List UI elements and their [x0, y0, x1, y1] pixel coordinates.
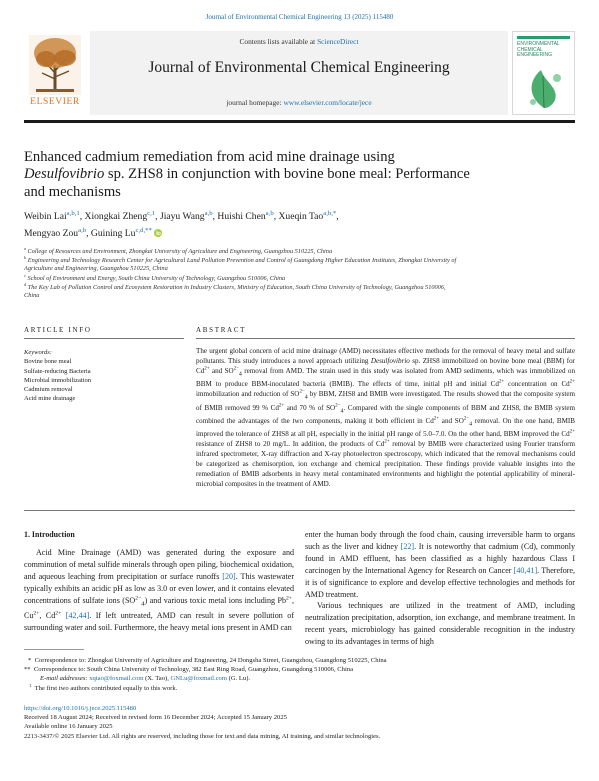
publication-info [24, 704, 575, 741]
publisher-name: ELSEVIER [30, 97, 80, 107]
keywords-block [24, 348, 91, 404]
author-name[interactable]: Huishi Chen [217, 211, 266, 222]
citation-link[interactable]: [42,44] [65, 611, 90, 621]
author-list: Weibin Lai$^{a,b,1}$, Xiongkai Zheng$^{c,1}$, Jiayu Wang$^{a,b}$, Huishi Chen$^{a,b}$, Xueqin Tao$^{a,b,*}$, Mengyao Zou$^{a,b}$, Guining $Lu^{c,d,**}$ [24, 209, 339, 239]
cover-title: ENVIRONMENTAL CHEMICAL ENGINEERING [517, 41, 560, 59]
journal-title[interactable]: Journal of Environmental Chemical Engineering [148, 59, 450, 76]
cover-leaf-icon [519, 66, 569, 110]
orcid-icon[interactable] [154, 229, 162, 237]
author-name[interactable]: Xueqin Tao [278, 211, 324, 222]
keyword-item: Sulfate-reducing Bacteria [24, 367, 91, 375]
journal-info-box [90, 31, 508, 115]
intro-right-column: enter the human body through the food chain, causing irreversible harm to organs such as the liver and kidney [22]. It is noteworthy that cadmium (Cd), commonly found in AMD effluent, has been classified as a highly hazardous Class I carcinogen by the International Agency for Research on Cancer [40,41]. Therefore, it is of significance to explore and develop effective technologies and methods for AMD treatment. Various techniques are utilized in the treatment of AMD, including neutralization precipitation, adsorption, ion exchange, and membrane treatment. In recent years, microbiology has gained considerable recognition in the industry owing to its advantages in terms of high [305, 530, 576, 647]
dates-line: Received 18 August 2024; Received in revised form 16 December 2024; Accepted 15 January 2025 [24, 714, 287, 722]
email-link[interactable]: GNLu@foxmail.com [170, 675, 227, 683]
contents-line: Contents lists available at ScienceDirect [239, 37, 359, 46]
article-info-heading: ARTICLE INFO [24, 326, 92, 334]
abstract-bottom-rule [24, 510, 575, 511]
journal-masthead [24, 31, 575, 115]
author-name[interactable]: Weibin Lai [24, 211, 67, 222]
masthead-rule [24, 120, 575, 123]
citation-link[interactable]: [22] [400, 541, 415, 551]
affiliation: $^d$ The Key Lab of Pollution Control and Ecosystem Restoration in Industry Clusters, Ministry of Education, South China University of Technology, Guangzhou 510006, China [24, 281, 446, 300]
sciencedirect-link[interactable]: ScienceDirect [317, 37, 359, 46]
abstract-text: The urgent global concern of acid mine drainage (AMD) necessitates effective methods for the removal of heavy metal and sulfate pollutants. This study introduces a novel approach utilizing Desulfovibrio sp. ZHS8 immobilized on bovine bone meal (BBM) for $Cd^{2+}$ and $SO^{2-}_4$ removal from AMD. The strain used in this study was isolated from AMD sediments, which was immobilized on BBM to produce BBM-inoculated bacteria (BMIB). The effects of time, initial pH and initial $Cd^{2+}$ concentration on $Cd^{2+}$ immobilization and reduction of $SO^{2-}_4$ by BBM, ZHS8 and BMIB were investigated. The results showed that the composite system of BMIB removed 99 % $Cd^{2+}$ and 70 % of $SO^{2-}_4$. Compared with the single components of BBM and ZHS8, the BMIB system combined the advantages of the two components, making it both efficient in $Cd^{2+}$ and $SO^{2-}_4$ removal. On the one hand, BMIB improved the tolerance of ZHS8 at all pH, especially in the initial pH range of 5.0–7.0. On the other hand, BBM improved the $Cd^{2+}$ resistance of ZHS8 to 20 mg/L. In addition, the products of $Cd^{2+}$ removal by BMIB were characterized using Fourier transform infrared spectrometer, X-ray diffraction and X-ray photoelectron spectroscopy, which indicated that the removal mechanisms could be categorized as chemisorption, ion exchange and chemical precipitation. These findings provide valuable insights into the remediation of BMIB adsorbents in heavy metal contaminated environments and highlight the potential applicability of mineral-microbial composites in the treatment of AMD. [196, 347, 576, 489]
abstract-rule [196, 338, 575, 339]
affiliation: $^c$ School of Environment and Energy, South China University of Technology, Guangzhou 510006, China [24, 272, 286, 282]
abstract-heading: ABSTRACT [196, 326, 247, 334]
copyright-line: 2213-3437/© 2025 Elsevier Ltd. All rights are reserved, including those for text and data mining, AI training, and similar technologies. [24, 732, 381, 740]
footnote-rule [24, 649, 84, 650]
email-link[interactable]: xqtao@foxmail.com [89, 675, 144, 683]
citation-link[interactable]: [20] [222, 571, 236, 581]
affiliation: $^a$ College of Resources and Environment, Zhongkai University of Agriculture and Engineering, Guangzhou 510225, China [24, 245, 333, 255]
homepage-line: journal homepage: www.elsevier.com/locate/jece [226, 98, 372, 107]
keywords-label: Keywords: [24, 349, 52, 356]
keyword-item: Microbial immobilization [24, 376, 91, 384]
author-name[interactable]: Xiongkai Zheng [84, 211, 148, 222]
author-name[interactable]: Guining Lu [90, 227, 136, 239]
author-name[interactable]: Jiayu Wang [159, 211, 205, 222]
intro-left-column: Acid Mine Drainage (AMD) was generated during the exposure and comminution of metal sulfide minerals through open piling, biochemical oxidation, and aqueous leaching from precipitation or surface runoffs [20]. This wastewater typically exhibits an acidic pH as low as 3.0 or even lower, and it contains elevated concentrations of sulfate ions $(SO^{2-}_4)$ and various toxic metal ions including $Pb^{2+}$, $Cu^{2+}$, $Cd^{2+}$ [42,44]. If left untreated, AMD can result in severe pollution of surrounding water and soil. Furthermore, the heavy metal ions present in AMD can [24, 548, 295, 633]
section-heading-introduction: 1. Introduction [24, 530, 75, 539]
running-header[interactable]: Journal of Environmental Chemical Engineering 13 (2025) 115480 [205, 13, 394, 21]
article-info-rule [24, 338, 184, 339]
keyword-item: Cadmium removal [24, 386, 73, 394]
author-name[interactable]: Mengyao Zou [24, 227, 79, 239]
footnotes: * Correspondence to: Zhongkai University of Agriculture and Engineering, 24 Dongsha Street, Guangzhou, Guangdong 510225, China ** Correspondence to: South China University of Technology, 382 East Ring Road, Guangzhou, Guangdong 510006, China E-mail addresses: xqtao@foxmail.com (X. Tao), GNLu@foxmail.com (G. Lu). $^1$ The first two authors contributed equally to this work. [24, 657, 387, 692]
online-date: Available online 16 January 2025 [24, 723, 113, 731]
homepage-link[interactable]: www.elsevier.com/locate/jece [283, 98, 372, 107]
elsevier-logo[interactable] [24, 31, 86, 115]
journal-cover-thumbnail[interactable] [512, 31, 575, 115]
doi-link[interactable]: https://doi.org/10.1016/j.jece.2025.115480 [24, 705, 137, 712]
cover-bar [517, 36, 570, 39]
keyword-item: Bovine bone meal [24, 358, 72, 366]
article-title: Enhanced cadmium remediation from acid mine drainage using Desulfovibrio sp. ZHS8 in conjunction with bovine bone meal: Performance and mechanisms [24, 149, 470, 200]
citation-link[interactable]: [40,41] [513, 565, 538, 575]
keyword-item: Acid mine drainage [24, 395, 76, 403]
affiliation: $^b$ Engineering and Technology Research Center for Agricultural Land Pollution Prevention and Control of Guangdong Higher Education Institutes, Zhongkai University of Agriculture and Engineering, Guangzhou 510225, China [24, 254, 457, 273]
